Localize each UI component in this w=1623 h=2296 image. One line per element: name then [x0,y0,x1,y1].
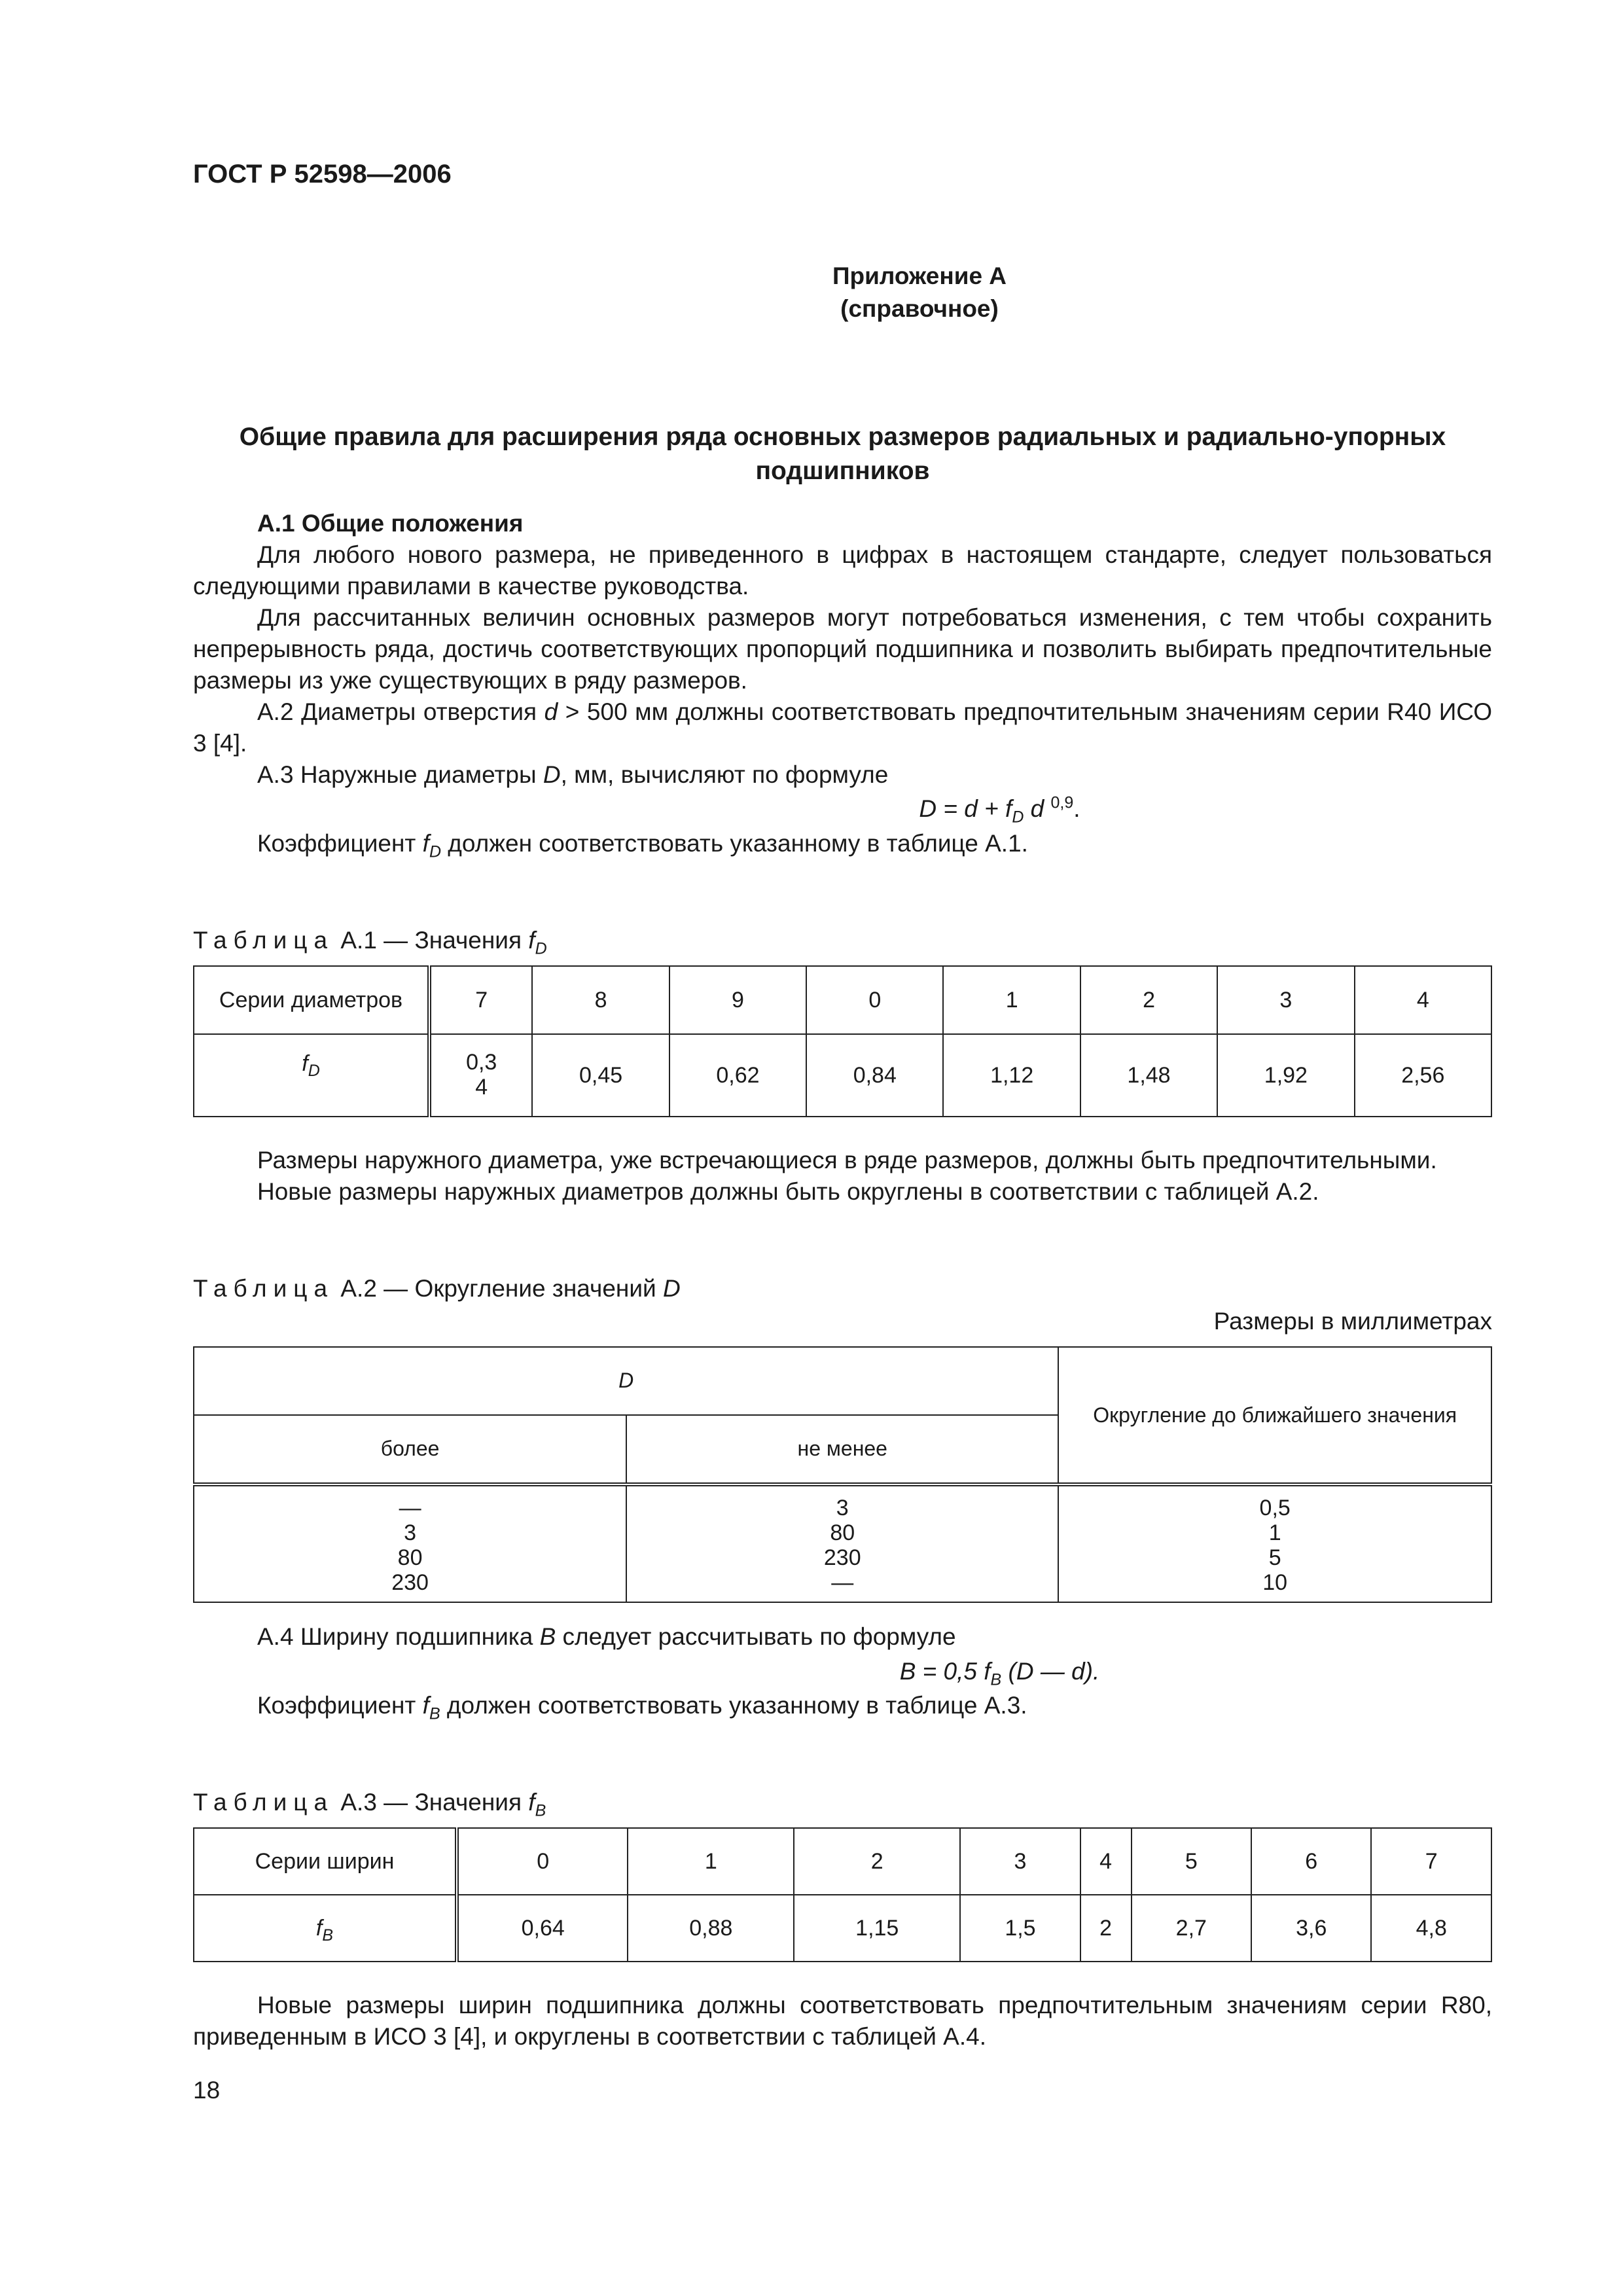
appendix-type: (справочное) [840,295,999,322]
table-a1-value-cell: 0,45 [532,1034,669,1117]
table-row [194,966,1491,1034]
table-a3-value-cell: 1,5 [960,1895,1080,1962]
table-a3-value-cell: 3,6 [1251,1895,1371,1962]
table-a3-value-cell: 2 [1080,1895,1132,1962]
table-row [194,1895,1491,1962]
table-a1-caption: Таблица А.1 — Значения $f_D$ [193,926,547,958]
table-a2-units: Размеры в миллиметрах [1213,1308,1492,1335]
table-a1-row-label: $f_D$ [194,1034,429,1117]
table-row [194,1347,1491,1415]
table-a2 [193,1346,1492,1603]
appendix-title-line2: подшипников [755,456,930,485]
section-a1-paragraph-2: Для рассчитанных величин основных размеров могут потребоваться изменения, с тем чтобы сохранить непрерывность ряда, достичь соответствующих пропорций подшипника и позволить выбирать предпочтительные размеры из уже существующих в ряду размеров. [193,603,1492,694]
table-a3-value-cell: 4,8 [1371,1895,1491,1962]
table-a3-row-label: $f_B$ [194,1895,457,1962]
table-a1-header-cell: 4 [1355,966,1491,1034]
table-a3-header-label: Серии ширин [194,1828,457,1895]
table-a1-header-label: Серии диаметров [194,966,429,1034]
table-a1-value-cell: 1,92 [1217,1034,1354,1117]
table-a2-column-rounding: 0,5 1 5 10 [1058,1484,1491,1602]
section-a1-heading: А.1 Общие положения [257,509,524,537]
section-a1-paragraph-1: Для любого нового размера, не приведенного в цифрах в настоящем стандарте, следует пользоваться следующими правилами в качестве руководства. [193,541,1492,600]
formula-width: B = 0,5 $f_B$ (D — d). [899,1657,1100,1689]
table-a3-header-cell: 0 [457,1828,628,1895]
section-a4-paragraph: А.4 Ширину подшипника B следует рассчитывать по формуле [257,1623,956,1651]
closing-paragraph: Новые размеры ширин подшипника должны соответствовать предпочтительным значениям серии R80, приведенным в ИСО 3 [4], и округлены в соответствии с таблицей А.4. [193,1991,1492,2050]
table-a3-header-cell: 3 [960,1828,1080,1895]
table-a3-header-cell: 6 [1251,1828,1371,1895]
document-page [193,157,1492,2053]
table-row [194,1484,1491,1602]
after-table-a1-paragraph-1: Размеры наружного диаметра, уже встречающиеся в ряде размеров, должны быть предпочтительными. [257,1146,1437,1174]
table-a3 [193,1827,1492,1962]
table-a3-header-cell: 4 [1080,1828,1132,1895]
table-a1-value-cell: 2,56 [1355,1034,1491,1117]
table-a1-header-cell: 9 [669,966,806,1034]
section-a3-paragraph: А.3 Наружные диаметры D, мм, вычисляют по формуле [257,761,889,789]
table-a1-header-cell: 7 [429,966,532,1034]
table-a1-header-cell: 8 [532,966,669,1034]
table-a3-caption: Таблица А.3 — Значения $f_B$ [193,1788,546,1820]
table-a1 [193,965,1492,1117]
table-a2-header-d: D [194,1347,1058,1415]
table-a2-header-not-less: не менее [626,1415,1058,1484]
table-a3-value-cell: 2,7 [1132,1895,1251,1962]
table-a1-header-cell: 2 [1080,966,1217,1034]
table-a3-header-cell: 2 [794,1828,960,1895]
section-a4-coefficient: Коэффициент $f_B$ должен соответствовать указанному в таблице А.3. [257,1691,1027,1723]
table-row [194,1828,1491,1895]
appendix-label: Приложение А [832,262,1007,289]
page-number: 18 [193,2077,221,2104]
table-a1-value-cell: 1,48 [1080,1034,1217,1117]
table-a1-header-cell: 1 [943,966,1080,1034]
table-a2-column-more: — 3 80 230 [194,1484,626,1602]
table-a1-header-cell: 3 [1217,966,1354,1034]
appendix-title-line1: Общие правила для расширения ряда основных размеров радиальных и радиально-упорных [239,422,1446,451]
table-a1-value-cell: 0,3 4 [429,1034,532,1117]
appendix-title [193,420,1492,488]
table-a1-value-cell: 1,12 [943,1034,1080,1117]
formula-outer-diameter: $D = d + f_D$ d $^{0,9}$. [919,794,1080,827]
table-row [194,1034,1491,1117]
table-a2-header-more: более [194,1415,626,1484]
after-table-a1-paragraph-2: Новые размеры наружных диаметров должны быть округлены в соответствии с таблицей А.2. [257,1177,1319,1205]
table-a3-value-cell: 0,88 [628,1895,794,1962]
table-a1-header-cell: 0 [806,966,943,1034]
section-a3-coefficient: Коэффициент $f_D$ должен соответствовать указанному в таблице А.1. [257,829,1028,861]
table-a1-value-cell: 0,84 [806,1034,943,1117]
table-a3-value-cell: 0,64 [457,1895,628,1962]
section-a2-paragraph: А.2 Диаметры отверстия d > 500 мм должны соответствовать предпочтительным значениям серии R40 ИСО 3 [4]. [193,698,1492,757]
document-code: ГОСТ Р 52598—2006 [193,160,452,188]
table-a1-value-cell: 0,62 [669,1034,806,1117]
table-a2-header-rounding: Округление до ближайшего значения [1058,1347,1491,1484]
table-a3-value-cell: 1,15 [794,1895,960,1962]
table-a3-header-cell: 7 [1371,1828,1491,1895]
table-a2-column-not-less: 3 80 230 — [626,1484,1058,1602]
table-a2-caption: Таблица А.2 — Округление значений D [193,1274,681,1302]
table-a3-header-cell: 5 [1132,1828,1251,1895]
table-a3-header-cell: 1 [628,1828,794,1895]
appendix-heading [193,260,1492,325]
